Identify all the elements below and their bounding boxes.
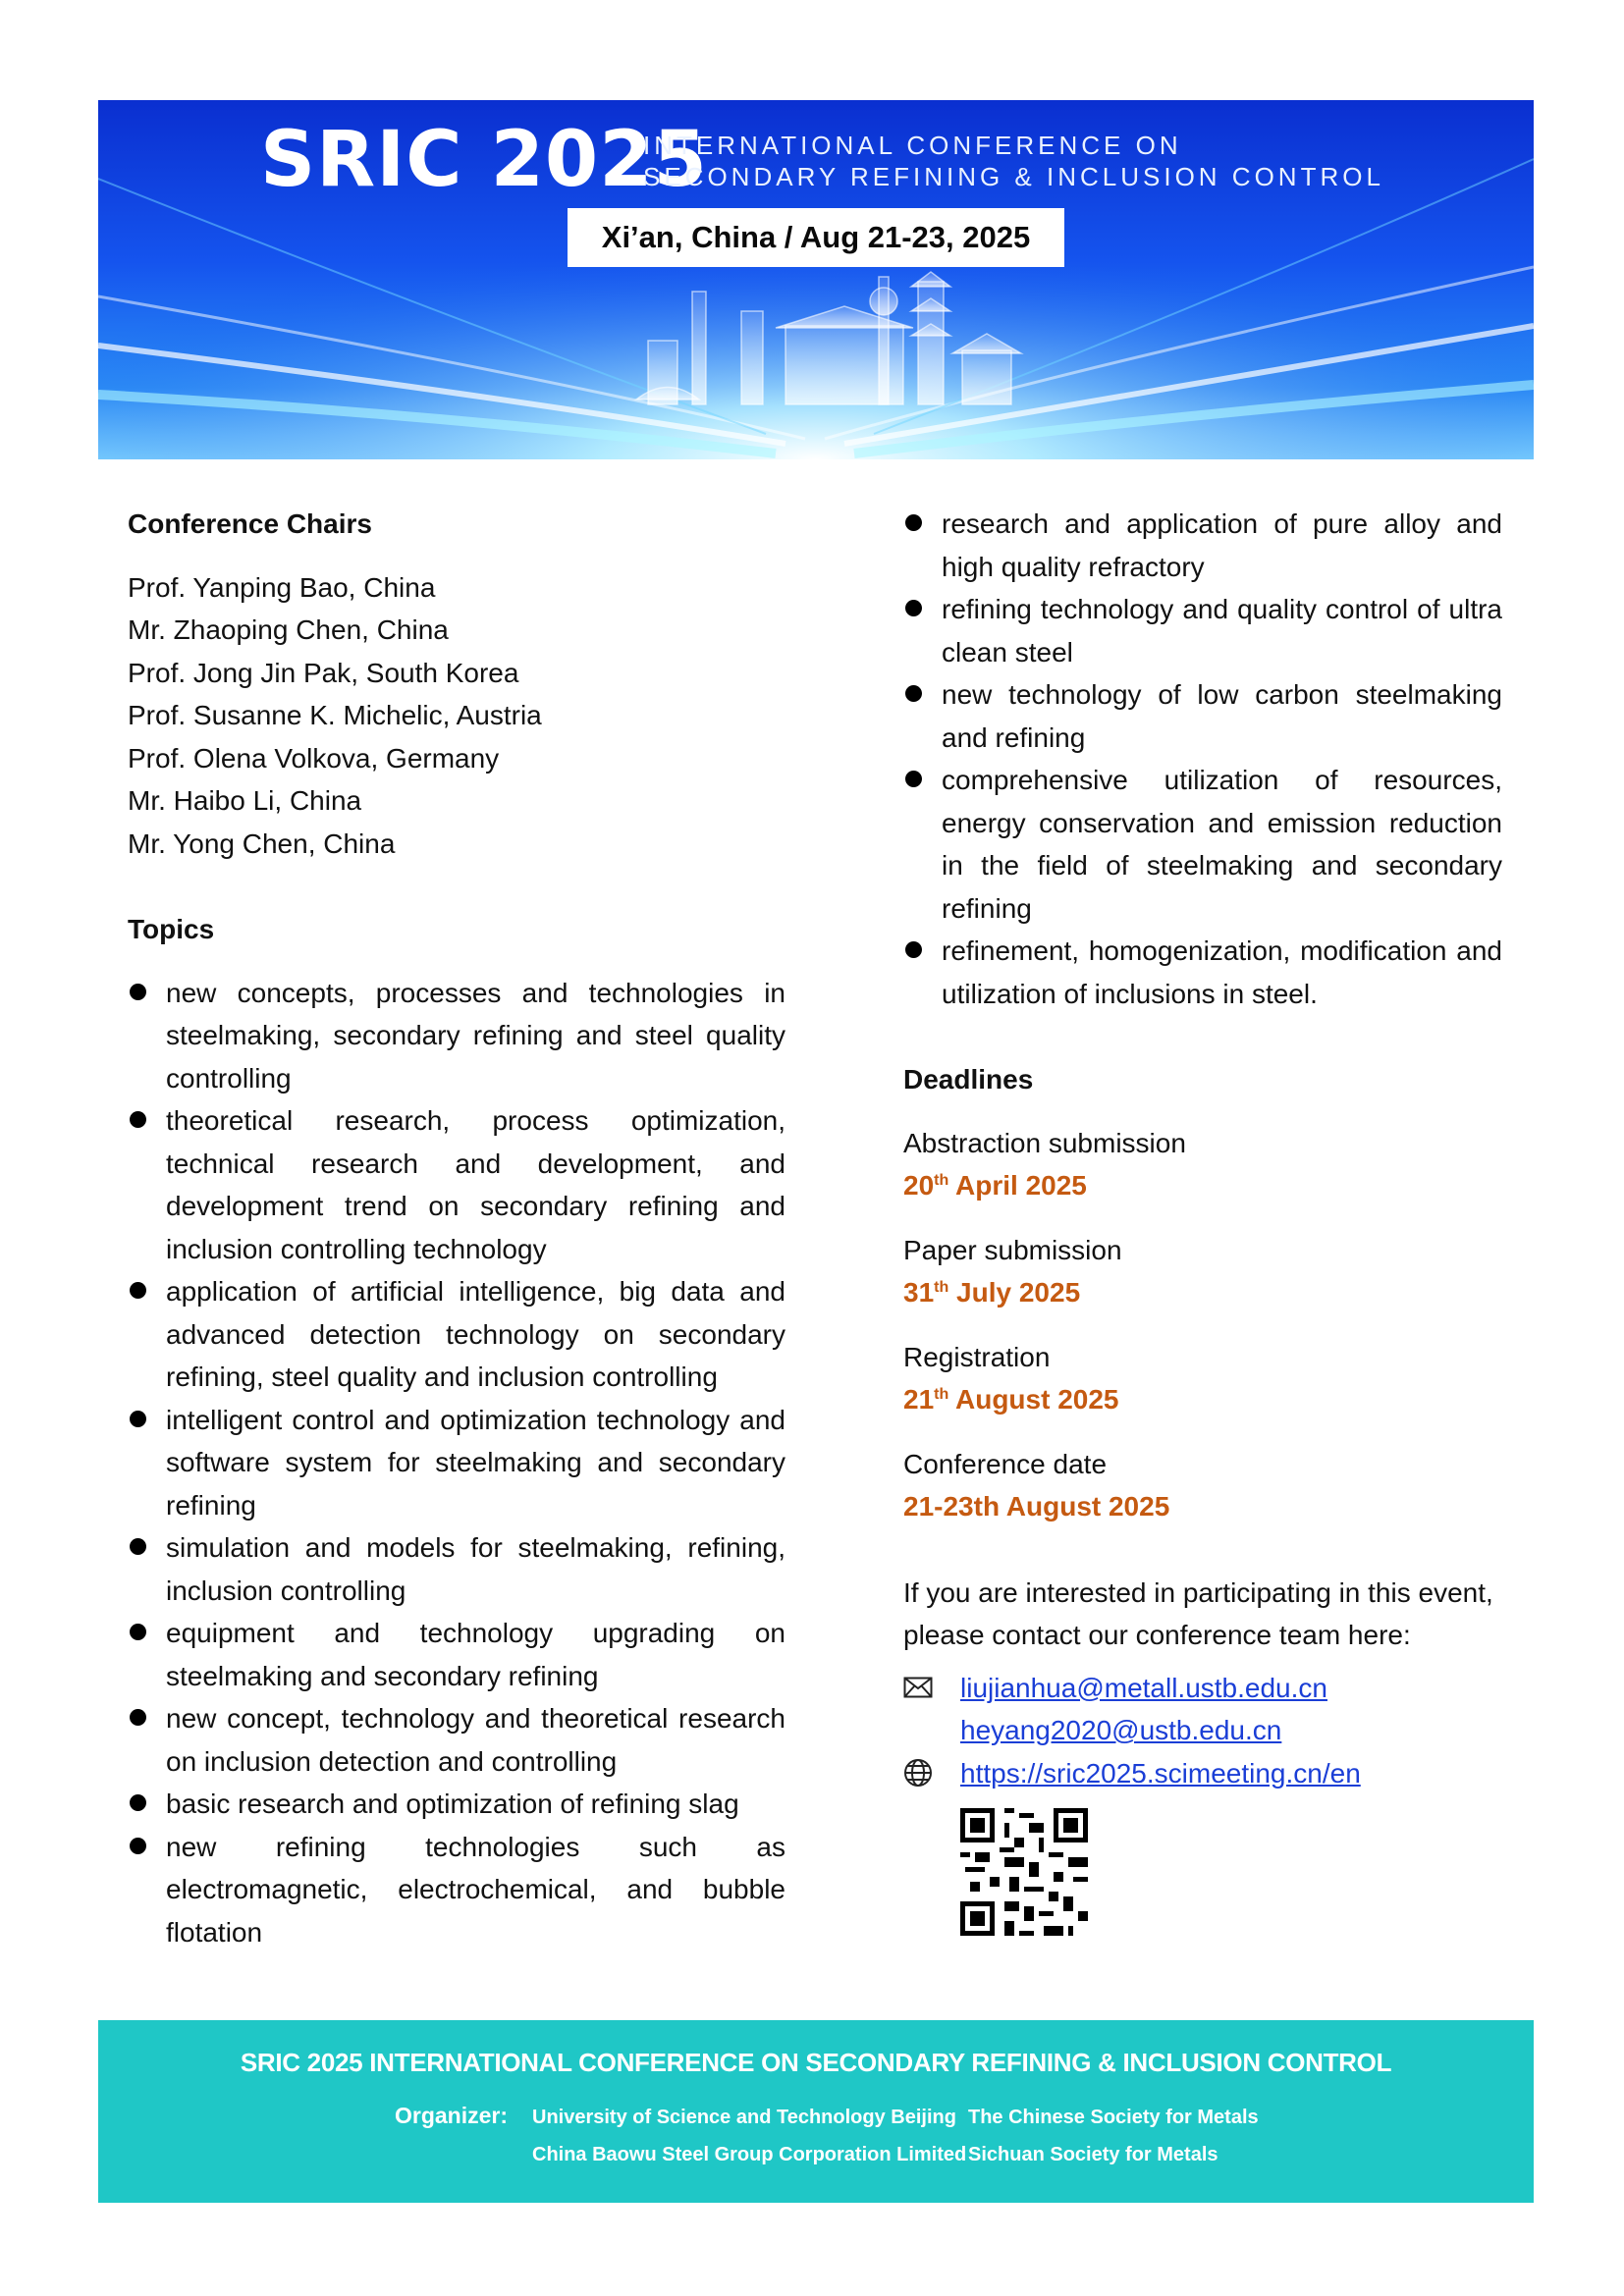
footer-banner xyxy=(98,2020,1534,2203)
deadline-registration xyxy=(903,1336,1502,1421)
topics-list xyxy=(128,972,785,1954)
chair-item: Prof. Yanping Bao, China xyxy=(128,571,436,603)
deadline-label: Paper submission xyxy=(903,1234,1122,1265)
chair-item: Mr. Zhaoping Chen, China xyxy=(128,614,449,645)
contact-intro: If you are interested in participating in this event, please contact our conference team here: xyxy=(903,1576,1493,1650)
chairs-list xyxy=(128,566,785,866)
topic-item: equipment and technology upgrading on steelmaking and secondary refining xyxy=(128,1612,785,1697)
topic-item: comprehensive utilization of resources, energy conservation and emission reduction in the field of steelmaking and secondary refining xyxy=(903,759,1502,930)
chair-item: Mr. Yong Chen, China xyxy=(128,828,396,859)
contact-email-row-2 xyxy=(903,1709,1502,1752)
topic-item: refinement, homogenization, modification and utilization of inclusions in steel. xyxy=(903,930,1502,1015)
organizer-csm: The Chinese Society for Metals xyxy=(968,2107,1259,2128)
deadline-label: Conference date xyxy=(903,1448,1108,1479)
organizer-ustb: University of Science and Technology Beijing xyxy=(532,2107,956,2128)
deadline-date: 20th April 2025 xyxy=(903,1170,1087,1201)
chairs-heading: Conference Chairs xyxy=(128,508,372,539)
subtitle-line-2: SECONDARY REFINING & INCLUSION CONTROL xyxy=(643,162,1384,191)
chair-item: Mr. Haibo Li, China xyxy=(128,785,362,816)
deadlines-heading: Deadlines xyxy=(903,1064,1034,1095)
contact-website-row xyxy=(903,1752,1502,1795)
topic-item: new concepts, processes and technologies in steelmaking, secondary refining and steel quality controlling xyxy=(128,972,785,1100)
topic-item: theoretical research, process optimization, technical research and development, and development trend on secondary refining and inclusion controlling technology xyxy=(128,1099,785,1270)
header-banner xyxy=(98,100,1534,459)
deadline-paper xyxy=(903,1229,1502,1314)
organizer-baowu: China Baowu Steel Group Corporation Limited xyxy=(532,2144,967,2165)
topic-item: intelligent control and optimization technology and software system for steelmaking and secondary refining xyxy=(128,1399,785,1527)
topic-item: research and application of pure alloy and high quality refractory xyxy=(903,503,1502,588)
topic-item: application of artificial intelligence, big data and advanced detection technology on secondary refining, steel quality and inclusion controlling xyxy=(128,1270,785,1399)
topics-list-continued xyxy=(903,503,1502,1015)
globe-icon xyxy=(903,1752,960,1794)
website-link[interactable]: https://sric2025.scimeeting.cn/en xyxy=(960,1757,1361,1789)
topic-item: new refining technologies such as electromagnetic, electrochemical, and bubble flotation xyxy=(128,1826,785,1954)
location-date-box: Xi’an, China / Aug 21-23, 2025 xyxy=(568,208,1064,267)
conference-logo: SRIC 2025 xyxy=(260,116,708,204)
contact-block xyxy=(903,1667,1502,1949)
deadline-date: 21th August 2025 xyxy=(903,1384,1119,1415)
email-link-1[interactable]: liujianhua@metall.ustb.edu.cn xyxy=(960,1672,1327,1703)
subtitle-line-1: INTERNATIONAL CONFERENCE ON xyxy=(643,131,1182,160)
topic-item: new technology of low carbon steelmaking and refining xyxy=(903,673,1502,759)
organizer-label: Organizer: xyxy=(395,2103,509,2128)
deadline-label: Registration xyxy=(903,1341,1051,1372)
deadline-conference xyxy=(903,1443,1502,1528)
qr-code[interactable] xyxy=(960,1808,1088,1936)
deadline-abstract xyxy=(903,1122,1502,1207)
topic-item: basic research and optimization of refining slag xyxy=(128,1783,785,1826)
left-column xyxy=(128,503,785,1953)
deadline-date: 21-23th August 2025 xyxy=(903,1491,1170,1522)
footer-title: SRIC 2025 INTERNATIONAL CONFERENCE ON SECONDARY REFINING & INCLUSION CONTROL xyxy=(240,2048,1392,2077)
email-link-2[interactable]: heyang2020@ustb.edu.cn xyxy=(960,1715,1282,1745)
organizer-sichuan: Sichuan Society for Metals xyxy=(968,2144,1218,2165)
deadline-label: Abstraction submission xyxy=(903,1127,1186,1158)
chair-item: Prof. Jong Jin Pak, South Korea xyxy=(128,657,519,688)
deadline-date: 31th July 2025 xyxy=(903,1277,1081,1308)
mail-icon xyxy=(903,1667,960,1709)
topic-item: simulation and models for steelmaking, refining, inclusion controlling xyxy=(128,1526,785,1612)
conference-full-name xyxy=(643,130,1384,192)
chair-item: Prof. Susanne K. Michelic, Austria xyxy=(128,700,542,730)
contact-email-row xyxy=(903,1667,1502,1710)
right-column xyxy=(903,503,1502,1949)
topic-item: refining technology and quality control of ultra clean steel xyxy=(903,588,1502,673)
chair-item: Prof. Olena Volkova, Germany xyxy=(128,742,500,774)
topic-item: new concept, technology and theoretical research on inclusion detection and controlling xyxy=(128,1697,785,1783)
topics-heading: Topics xyxy=(128,914,215,944)
